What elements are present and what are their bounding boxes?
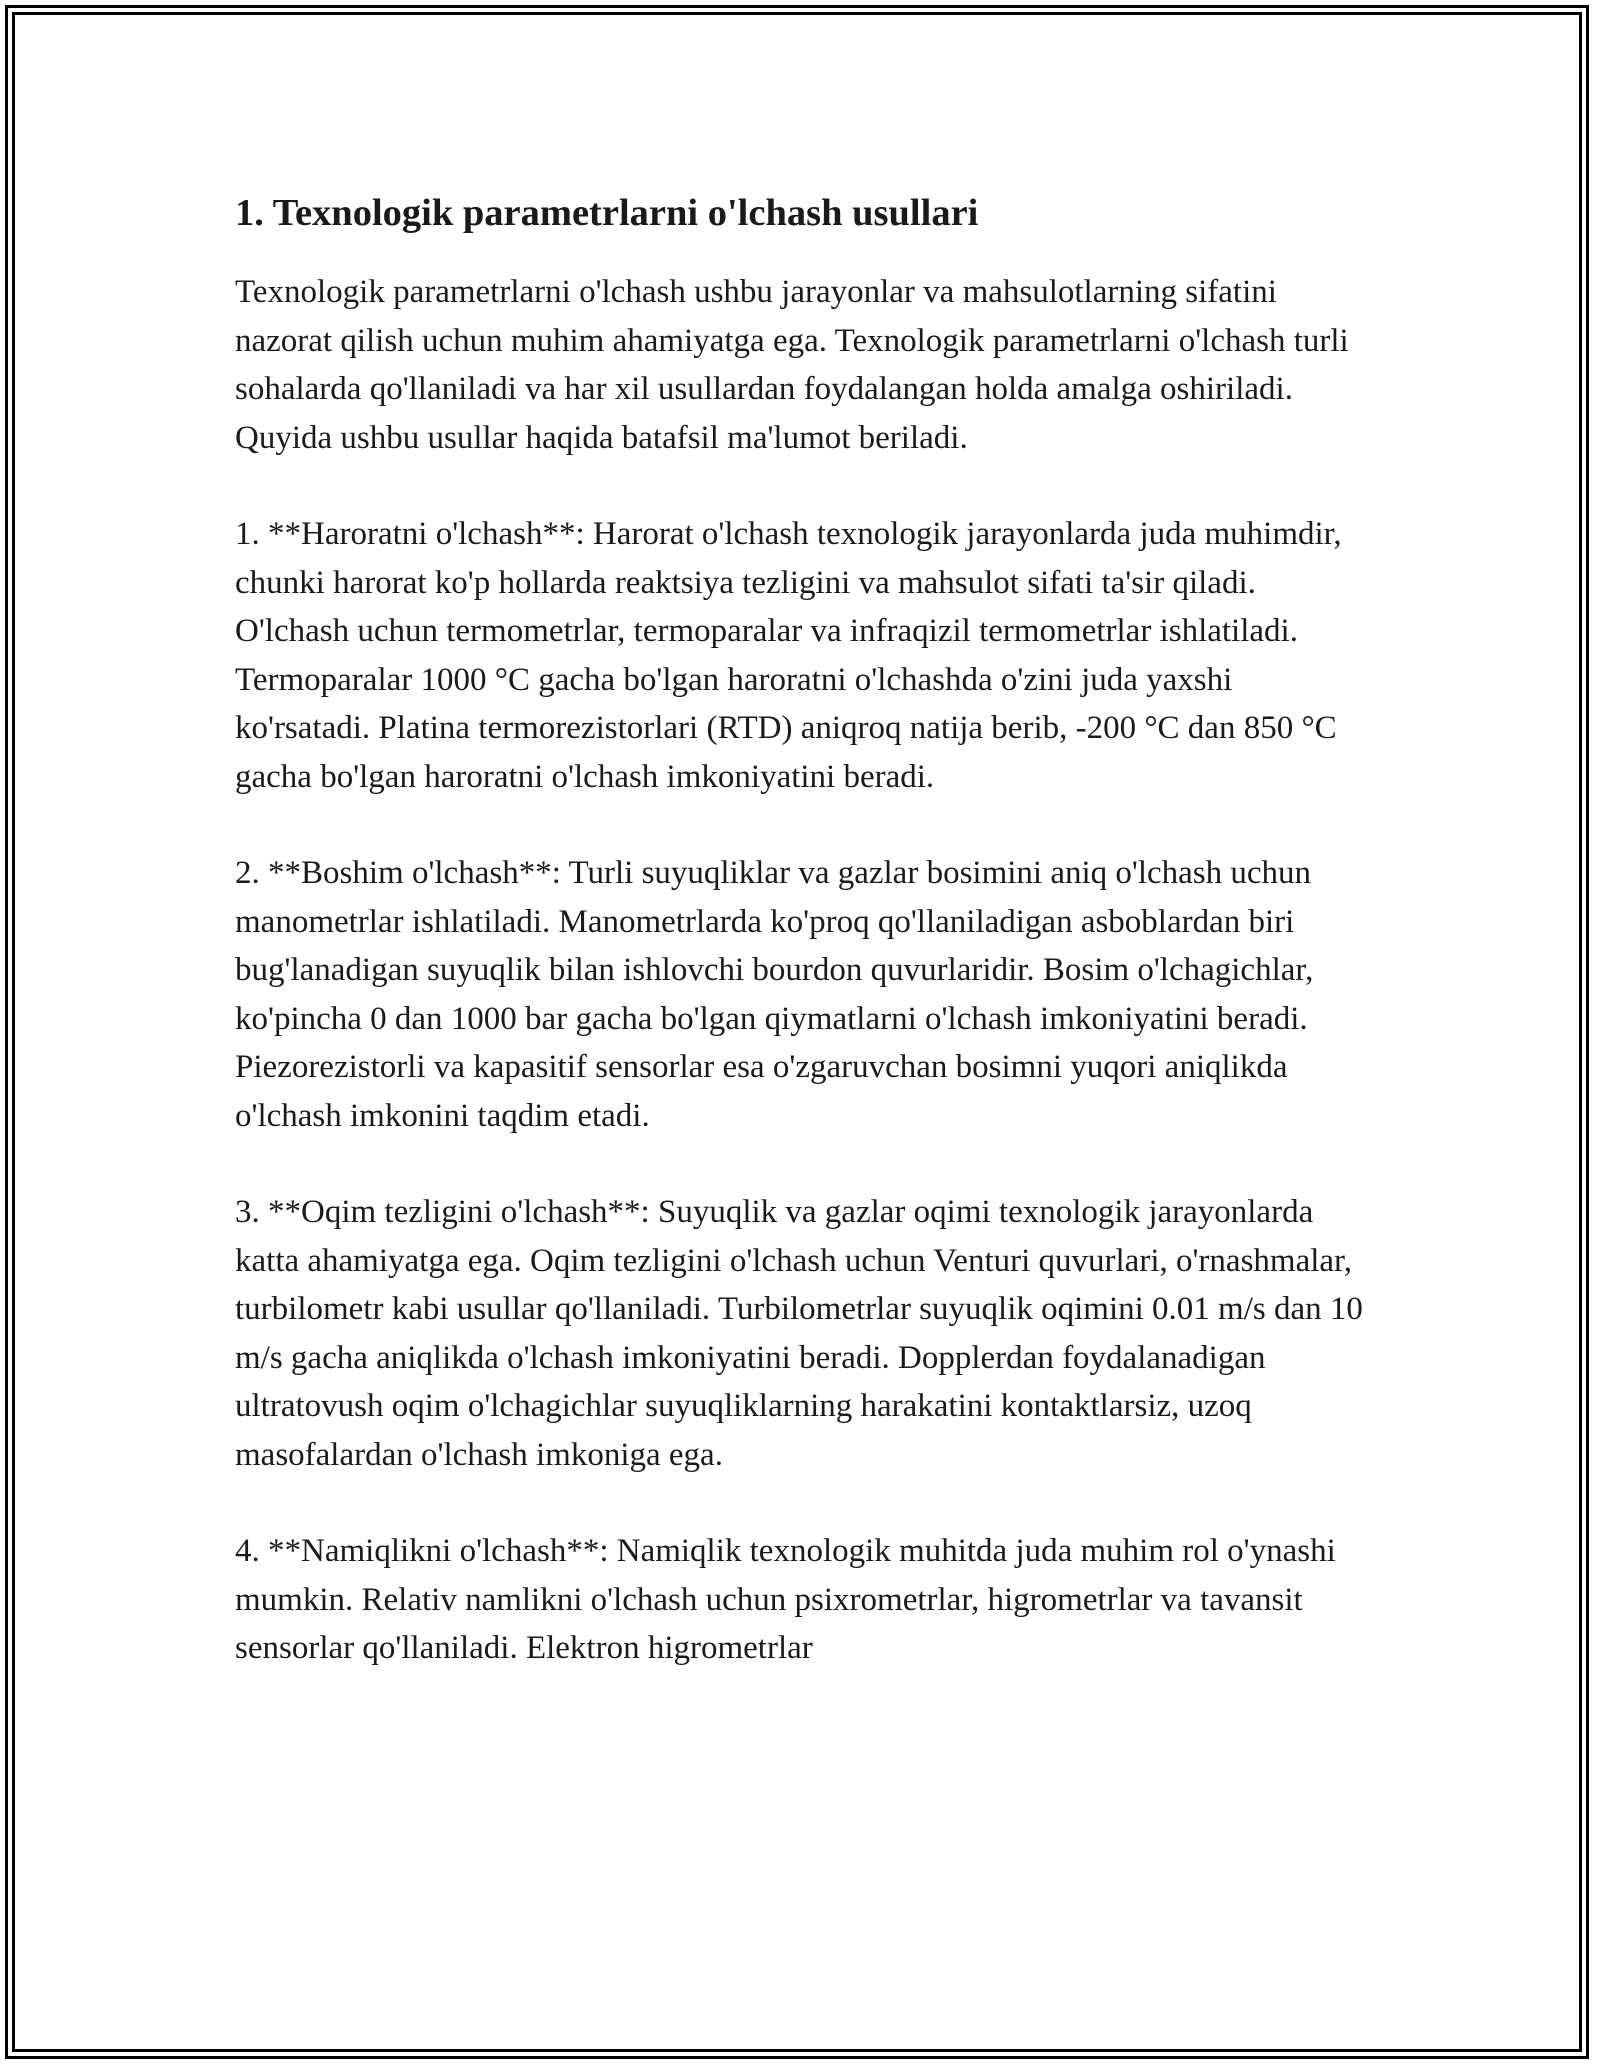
humidity-paragraph: 4. **Namiqlikni o'lchash**: Namiqlik texnologik muhitda juda muhim rol o'ynashi mumkin. Relativ namlikni o'lchash uchun psixrometrlar, higrometrlar va tavansit sensorlar qo'llaniladi. Elektron higrometrlar (235, 1533, 1336, 1666)
intro-paragraph: Texnologik parametrlarni o'lchash ushbu jarayonlar va mahsulotlarning sifatini nazorat qilish uchun muhim ahamiyatga ega. Texnologik parametrlarni o'lchash turli sohalarda qo'llaniladi va har xil usullardan foydalangan holda amalga oshiriladi. Quyida ushbu usullar haqida batafsil ma'lumot beriladi. (235, 274, 1349, 456)
temperature-paragraph: 1. **Haroratni o'lchash**: Harorat o'lchash texnologik jarayonlarda juda muhimdir, chunki harorat ko'p hollarda reaktsiya tezligini va mahsulot sifati ta'sir qiladi. O'lchash uchun termometrlar, termoparalar va infraqizil termometrlar ishlatiladi. Termoparalar 1000 °C gacha bo'lgan haroratni o'lchashda o'zini juda yaxshi ko'rsatadi. Platina termorezistorlari (RTD) aniqroq natija berib, -200 °C dan 850 °C gacha bo'lgan haroratni o'lchash imkoniyatini beradi. (235, 516, 1342, 795)
flow-paragraph: 3. **Oqim tezligini o'lchash**: Suyuqlik va gazlar oqimi texnologik jarayonlarda katta ahamiyatga ega. Oqim tezligini o'lchash uchun Venturi quvurlari, o'rnashmalar, turbilometr kabi usullar qo'llaniladi. Turbilometrlar suyuqlik oqimini 0.01 m/s dan 10 m/s gacha aniqlikda o'lchash imkoniyatini beradi. Dopplerdan foydalanadigan ultratovush oqim o'lchagichlar suyuqliklarning harakatini kontaktlarsiz, uzoq masofalardan o'lchash imkoniga ega. (235, 1194, 1363, 1473)
section-heading: 1. Texnologik parametrlarni o'lchash usullari (235, 192, 979, 234)
document-body (235, 186, 1365, 1721)
pressure-paragraph: 2. **Boshim o'lchash**: Turli suyuqliklar va gazlar bosimini aniq o'lchash uchun manometrlar ishlatiladi. Manometrlarda ko'proq qo'llaniladigan asboblardan biri bug'lanadigan suyuqlik bilan ishlovchi bourdon quvurlaridir. Bosim o'lchagichlar, ko'pincha 0 dan 1000 bar gacha bo'lgan qiymatlarni o'lchash imkoniyatini beradi. Piezorezistorli va kapasitif sensorlar esa o'zgaruvchan bosimni yuqori aniqlikda o'lchash imkonini taqdim etadi. (235, 855, 1314, 1134)
